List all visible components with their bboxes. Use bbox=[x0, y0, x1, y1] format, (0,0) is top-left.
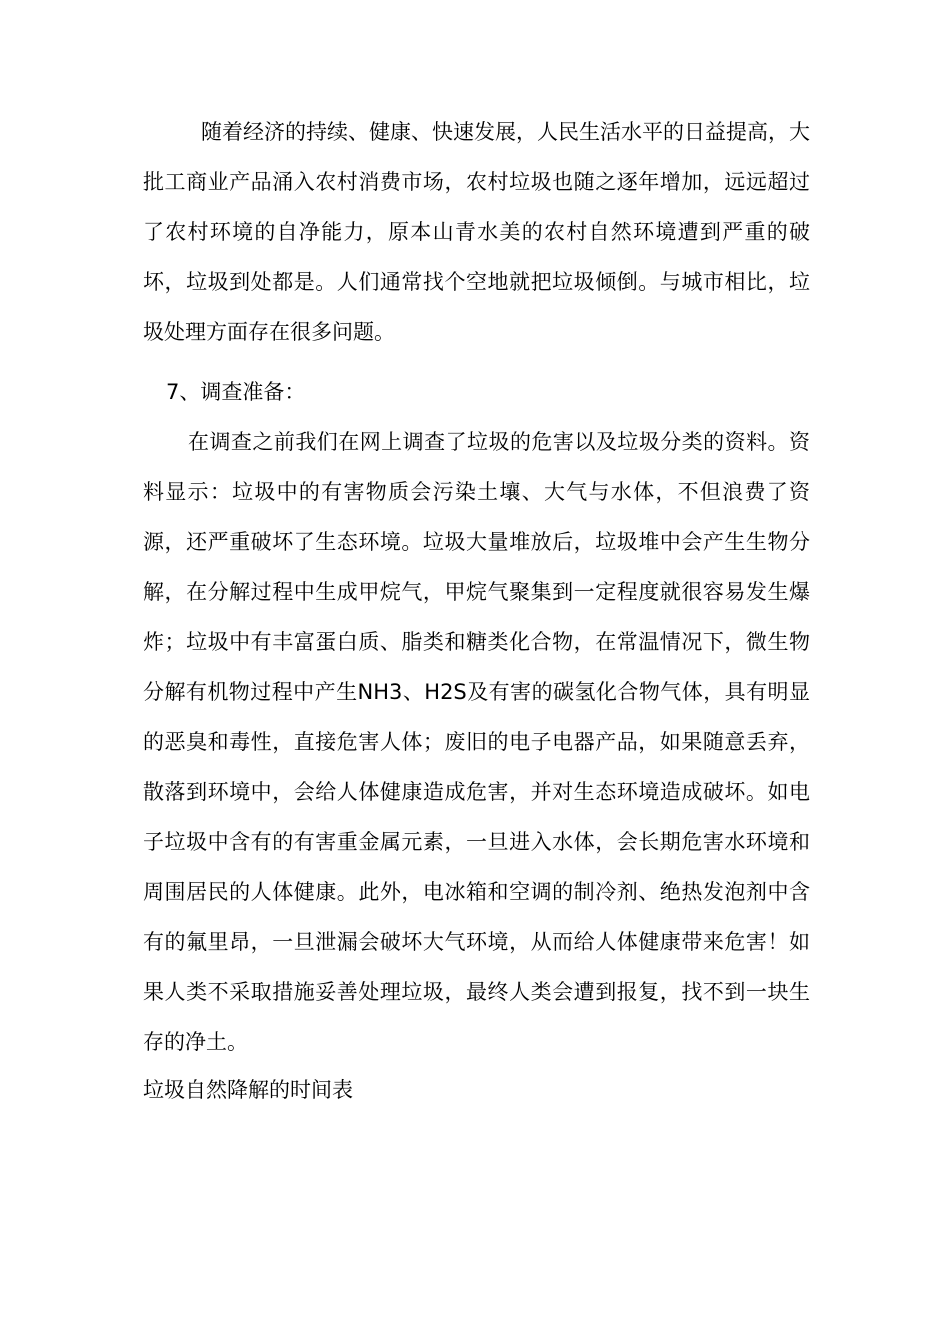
research-paragraph: 在调查之前我们在网上调查了垃圾的危害以及垃圾分类的资料。资料显示：垃圾中的有害物质会污染土壤、大气与水体，不但浪费了资源，还严重破坏了生态环境。垃圾大量堆放后，垃圾堆中会产生生物分解，在分解过程中生成甲烷气，甲烷气聚集到一定程度就很容易发生爆炸；垃圾中有丰富蛋白质、脂类和糖类化合物，在常温情况下，微生物分解有机物过程中产生NH3、H2S及有害的碳氢化合物气体，具有明显的恶臭和毒性，直接危害人体；废旧的电子电器产品，如果随意丢弃，散落到环境中，会给人体健康造成危害，并对生态环境造成破坏。如电子垃圾中含有的有害重金属元素，一旦进入水体，会长期危害水环境和周围居民的人体健康。此外，电冰箱和空调的制冷剂、绝热发泡剂中含有的氟里昂，一旦泄漏会破坏大气环境，从而给人体健康带来危害！如果人类不采取措施妥善处理垃圾，最终人类会遭到报复，找不到一块生存的净土。 bbox=[143, 430, 810, 1054]
table-caption: 垃圾自然降解的时间表 bbox=[143, 1078, 353, 1102]
section-heading: 7、调查准备： bbox=[166, 380, 306, 404]
intro-paragraph: 随着经济的持续、健康、快速发展，人民生活水平的日益提高，大批工商业产品涌入农村消费市场，农村垃圾也随之逐年增加，远远超过了农村环境的自净能力，原本山青水美的农村自然环境遭到严重的破坏，垃圾到处都是。人们通常找个空地就把垃圾倾倒。与城市相比，垃圾处理方面存在很多问题。 bbox=[143, 120, 810, 344]
